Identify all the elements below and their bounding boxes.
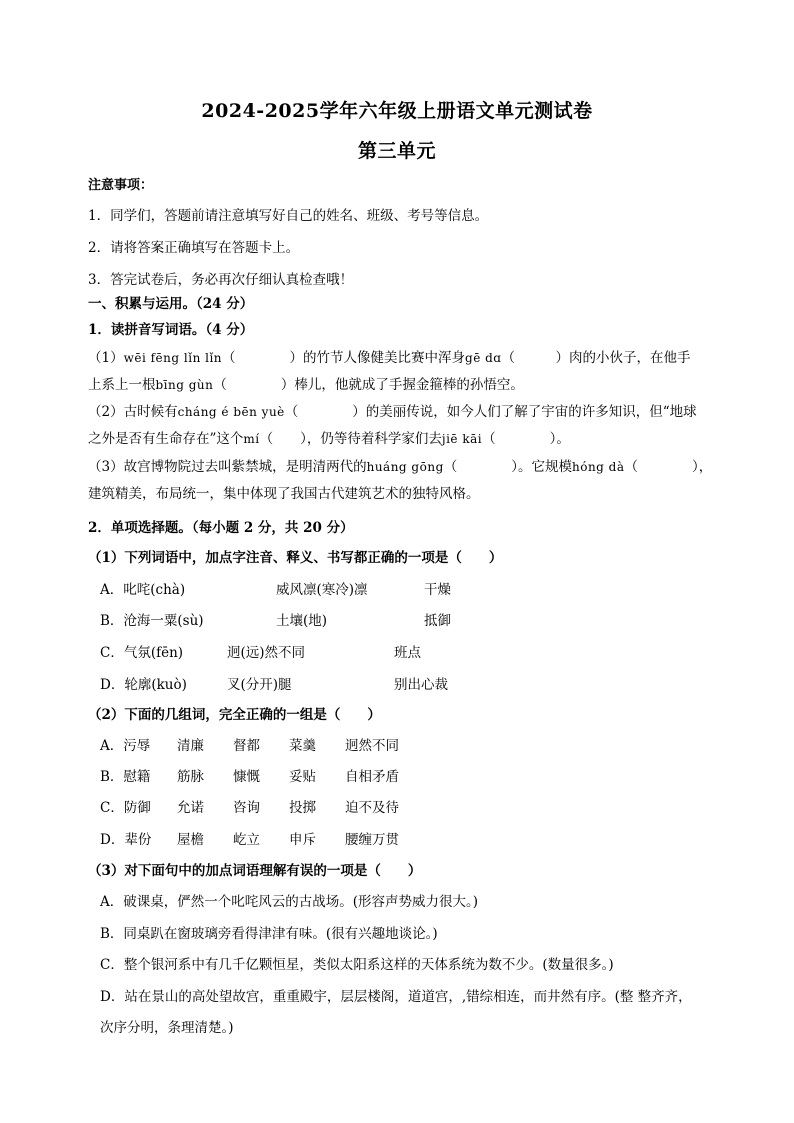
section1-heading: 一、积累与运用。（24 分） — [88, 296, 254, 312]
option-d-word1: D．轮廓(kuò) — [100, 677, 187, 693]
pinyin-7: huáng gōng — [366, 460, 444, 474]
pinyin-2: gē dɑ — [465, 351, 502, 365]
q1-p3-line2: 建筑精美，布局统一，集中体现了我国古代建筑艺术的独特风格。 — [88, 486, 480, 502]
q2-sub3-option-a: A．破课桌，俨然一个叱咤风云的古战场。(形容声势威力很大。) — [100, 894, 479, 910]
q2-heading: 2．单项选择题。（每小题 2 分，共 20 分） — [88, 520, 354, 536]
option-c-word1: C．气氛(fēn) — [100, 645, 184, 661]
q1-p2-d: （ ），仍等待着科学家们去 — [259, 431, 442, 447]
q1-p2-c: 之外是否有生命存在”这个 — [88, 431, 244, 447]
q1-p1-b: （ ）的竹节人像健美比赛中浑身 — [222, 350, 466, 366]
option-b-w5: 自相矛盾 — [345, 769, 399, 785]
q2-sub3-option-c: C．整个银河系中有几千亿颗恒星，类似太阳系这样的天体系统为数不少。(数量很多。) — [100, 957, 614, 973]
option-d-w3: 屹立 — [233, 832, 260, 848]
q1-p2-a: （2）古时候有 — [88, 404, 178, 420]
q1-p3-a: （3）故宫博物院过去叫紫禁城，是明清两代的 — [88, 459, 367, 475]
option-a-word2: 威风凛(寒冷)凛 — [276, 582, 368, 598]
q1-p3-line1 — [88, 459, 712, 475]
option-a-w4: 菜羹 — [289, 738, 316, 754]
q1-p1-d: 上系上一根 — [88, 377, 156, 393]
option-d-word2: 叉(分开)腿 — [227, 677, 292, 693]
option-c-word2: 迥(远)然不同 — [227, 645, 306, 661]
option-b-w1: B．慰籍 — [100, 769, 151, 785]
pinyin-8: hóng dà — [572, 460, 625, 474]
pinyin-1: wēi fēng lǐn lǐn — [123, 351, 223, 365]
q2-sub3-option-d-cont: 次序分明，条理清楚。) — [100, 1020, 234, 1036]
q1-heading: 1．读拼音写词语。（4 分） — [88, 322, 254, 338]
option-d-w2: 屋檐 — [177, 832, 204, 848]
exam-title: 2024-2025学年六年级上册语文单元测试卷 — [201, 100, 593, 122]
notice-heading: 注意事项： — [88, 178, 154, 193]
pinyin-6: jiē kāi — [441, 432, 483, 446]
option-c-w1: C．防御 — [100, 800, 151, 816]
q1-p2-e: （ ）。 — [482, 431, 570, 447]
option-c-w2: 允诺 — [177, 800, 204, 816]
pinyin-3: bīng gùn — [155, 378, 214, 392]
q1-p1-line2 — [88, 377, 524, 393]
q1-p3-c: （ ）， — [624, 459, 713, 475]
q1-p3-b: （ ）。它规模 — [443, 459, 572, 475]
option-c-word3: 班点 — [394, 645, 421, 661]
pinyin-5: mí — [243, 432, 260, 446]
option-d-word3: 别出心裁 — [394, 677, 448, 693]
q1-p1-c: （ ）肉的小伙子，在他手 — [501, 350, 691, 366]
option-a-word1: A．叱咤(chà) — [100, 582, 186, 598]
option-b-word3: 抵御 — [424, 613, 451, 629]
option-a-w2: 清廉 — [177, 738, 204, 754]
option-d-w4: 申斥 — [289, 832, 316, 848]
option-b-word1: B．沧海一粟(sù) — [100, 613, 204, 629]
q2-sub3-stem: （3）对下面句中的加点词语理解有误的一项是（ ） — [88, 863, 422, 879]
pinyin-4: cháng é bēn yuè — [177, 405, 285, 419]
option-a-w5: 迥然不同 — [345, 738, 399, 754]
option-d-w5: 腰缠万贯 — [345, 832, 399, 848]
q2-sub2-stem: （2）下面的几组词，完全正确的一组是（ ） — [88, 707, 381, 723]
q2-sub3-option-b: B．同桌趴在窗玻璃旁看得津津有味。(很有兴趣地谈论。) — [100, 926, 438, 942]
notice-item-1: 1．同学们，答题前请注意填写好自己的姓名、班级、考号等信息。 — [88, 208, 489, 224]
q1-p2-line2 — [88, 431, 570, 447]
q2-sub3-option-d: D．站在景山的高处望故宫，重重殿宇，层层楼阁，道道宫，,错综相连，而井然有序。(整 整齐齐， — [100, 989, 692, 1005]
option-a-word3: 干燥 — [424, 582, 451, 598]
option-b-w2: 筋脉 — [177, 769, 204, 785]
q1-p2-line1 — [88, 404, 697, 420]
option-a-w3: 督都 — [233, 738, 260, 754]
notice-item-2: 2．请将答案正确填写在答题卡上。 — [88, 240, 300, 256]
notice-item-3: 3．答完试卷后，务必再次仔细认真检查哦！ — [88, 272, 354, 288]
option-a-w1: A．污辱 — [100, 738, 151, 754]
unit-subtitle: 第三单元 — [357, 140, 436, 162]
option-c-w5: 迫不及待 — [345, 800, 399, 816]
option-b-w4: 妥贴 — [289, 769, 316, 785]
option-c-w3: 咨询 — [233, 800, 260, 816]
q1-p1-a: （1） — [88, 350, 124, 366]
q1-p1-line1 — [88, 350, 690, 366]
option-c-w4: 投掷 — [289, 800, 316, 816]
q1-p2-b: （ ）的美丽传说，如今人们了解了宇宙的许多知识，但“地球 — [284, 404, 697, 420]
option-b-w3: 慷慨 — [233, 769, 260, 785]
option-b-word2: 土壤(地) — [276, 613, 328, 629]
q2-sub1-stem: （1）下列词语中，加点字注音、释义、书写都正确的一项是（ ） — [88, 550, 503, 566]
option-d-w1: D．辈份 — [100, 832, 152, 848]
q1-p1-e: （ ）棒儿，他就成了手握金箍棒的孙悟空。 — [213, 377, 524, 393]
